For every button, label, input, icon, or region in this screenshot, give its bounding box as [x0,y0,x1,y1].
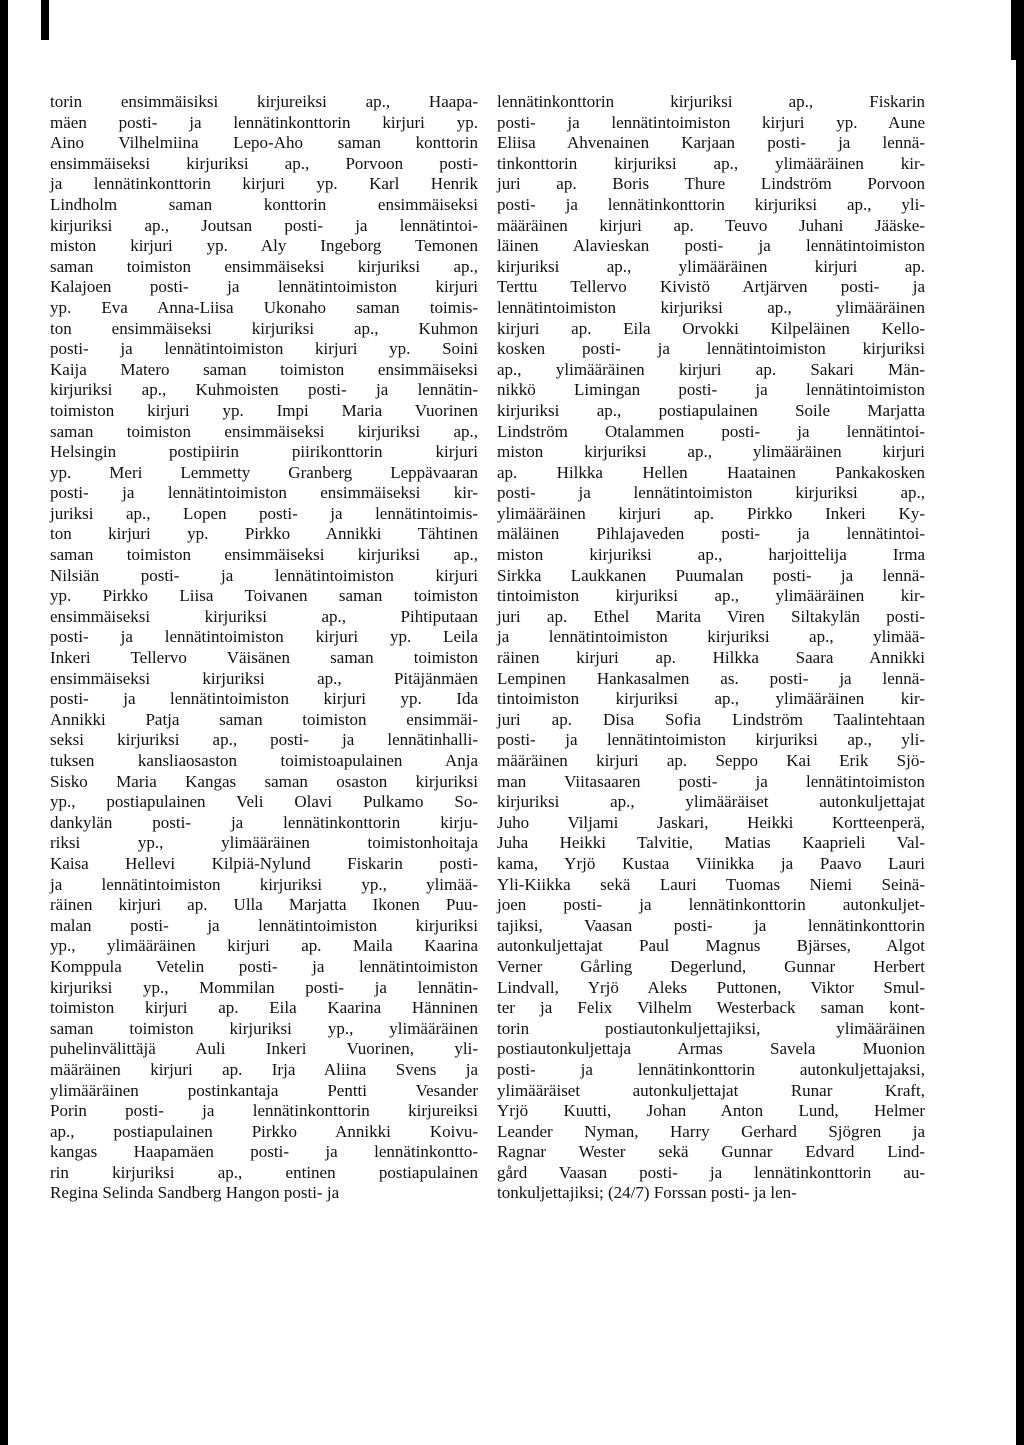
text-line: posti- ja lennätintoimiston kirjuri yp. Soini [50,339,478,359]
text-line: autonkuljettajat Paul Magnus Bjärses, Algot [497,936,925,956]
text-line: kirjuriksi ap., Kuhmoisten posti- ja lennätin- [50,380,478,400]
text-line: yp. Pirkko Liisa Toivanen saman toimiston [50,586,478,606]
text-line: toimiston kirjuri ap. Eila Kaarina Hänninen [50,998,478,1018]
text-line: tinkonttorin kirjuriksi ap., ylimääräinen kir- [497,153,925,173]
text-line: ylimääräiset autonkuljettajat Runar Kraft, [497,1080,925,1100]
text-line: saman toimiston ensimmäiseksi kirjuriksi ap., [50,545,478,565]
text-line: Juha Heikki Talvitie, Matias Kaaprieli Val- [497,833,925,853]
text-line: tintoimiston kirjuriksi ap., ylimääräinen kir- [497,689,925,709]
text-line: Sirkka Laukkanen Puumalan posti- ja lennä- [497,565,925,585]
text-line: nikkö Limingan posti- ja lennätintoimiston [497,380,925,400]
text-line: ensimmäiseksi kirjuriksi ap., Pihtiputaan [50,606,478,626]
text-line: torin ensimmäisiksi kirjureiksi ap., Haapa- [50,92,478,111]
text-line: kirjuriksi ap., Joutsan posti- ja lennätintoi- [50,215,478,235]
text-line: miston kirjuriksi ap., ylimääräinen kirjuri [497,442,925,462]
text-line: ap., ylimääräinen kirjuri ap. Sakari Män- [497,359,925,379]
text-line: mäen posti- ja lennätinkonttorin kirjuri yp. [50,112,478,132]
text-line: tintoimiston kirjuriksi ap., ylimääräinen kir- [497,586,925,606]
text-line: ap. Hilkka Hellen Haatainen Pankakosken [497,462,925,482]
text-line: juri ap. Boris Thure Lindström Porvoon [497,174,925,194]
text-line: Sisko Maria Kangas saman osaston kirjuriksi [50,771,478,791]
text-line: ja lennätintoimiston kirjuriksi ap., ylimää- [497,627,925,647]
text-line: posti- ja lennätintoimiston kirjuri yp. Ida [50,689,478,709]
text-line: kosken posti- ja lennätintoimiston kirjuriksi [497,339,925,359]
text-line: lennätintoimiston kirjuriksi ap., ylimääräinen [497,297,925,317]
text-line: räinen kirjuri ap. Hilkka Saara Annikki [497,648,925,668]
text-line: määräinen kirjuri ap. Seppo Kai Erik Sjö- [497,751,925,770]
text-line: ter ja Felix Vilhelm Westerback saman kont- [497,998,925,1018]
text-line: juri ap. Disa Sofia Lindström Taalintehtaan [497,709,925,729]
text-line: malan posti- ja lennätintoimiston kirjuriksi [50,915,478,935]
text-line: ap., postiapulainen Pirkko Annikki Koivu- [50,1121,478,1141]
text-line: Lempinen Hankasalmen as. posti- ja lennä- [497,668,925,688]
text-line: kirjuriksi ap., ylimääräinen kirjuri ap. [497,256,925,276]
text-line: Leander Nyman, Harry Gerhard Sjögren ja [497,1121,925,1141]
text-line: saman toimiston ensimmäiseksi kirjuriksi ap., [50,256,478,276]
text-line: kangas Haapamäen posti- ja lennätinkontto- [50,1142,478,1162]
text-line: posti- ja lennätintoimiston kirjuriksi ap., yli- [497,730,925,750]
document-page [8,0,1016,1445]
text-line: Yli-Kiikka sekä Lauri Tuomas Niemi Seinä- [497,874,925,894]
text-line: kama, Yrjö Kustaa Viinikka ja Paavo Lauri [497,853,925,873]
text-line: posti- ja lennätintoimiston ensimmäiseksi kir- [50,483,478,503]
text-line: ton ensimmäiseksi kirjuriksi ap., Kuhmon [50,318,478,338]
text-line: posti- ja lennätinkonttorin autonkuljettajaksi, [497,1059,925,1079]
text-line: posti- ja lennätinkonttorin kirjuriksi ap., yli- [497,194,925,214]
text-line: Lindvall, Yrjö Aleks Puttonen, Viktor Smul- [497,977,925,997]
text-line: Verner Gårling Degerlund, Gunnar Herbert [497,956,925,976]
text-line: kirjuriksi yp., Mommilan posti- ja lennätin- [50,977,478,997]
text-line: yp., ylimääräinen kirjuri ap. Maila Kaarina [50,936,478,956]
text-line: Regina Selinda Sandberg Hangon posti- ja [50,1183,340,1203]
text-line: Kalajoen posti- ja lennätintoimiston kirjuri [50,277,478,297]
text-line: juriksi ap., Lopen posti- ja lennätintoimis- [50,503,478,523]
text-line: Lindholm saman konttorin ensimmäiseksi [50,194,478,214]
text-line: räinen kirjuri ap. Ulla Marjatta Ikonen Puu- [50,895,478,915]
text-line: Lindström Otalammen posti- ja lennätintoi- [497,421,925,441]
text-line: läinen Alavieskan posti- ja lennätintoimiston [497,236,925,256]
text-line: man Viitasaaren posti- ja lennätintoimiston [497,771,925,791]
text-line: posti- ja lennätintoimiston kirjuri yp. Aune [497,112,925,132]
text-line: Yrjö Kuutti, Johan Anton Lund, Helmer [497,1101,925,1121]
text-line: gård Vaasan posti- ja lennätinkonttorin au- [497,1162,925,1182]
text-line: Helsingin postipiirin piirikonttorin kirjuri [50,442,478,462]
text-line: torin postiautonkuljettajiksi, ylimääräinen [497,1018,925,1038]
text-line: yp. Eva Anna-Liisa Ukonaho saman toimis- [50,297,478,317]
text-line: puhelinvälittäjä Auli Inkeri Vuorinen, yli- [50,1039,478,1059]
text-line: tajiksi, Vaasan posti- ja lennätinkonttorin [497,915,925,935]
text-line: tuksen kansliaosaston toimistoapulainen Anja [50,751,478,770]
text-line: saman toimiston ensimmäiseksi kirjuriksi ap., [50,421,478,441]
text-line: saman toimiston kirjuriksi yp., ylimääräinen [50,1018,478,1038]
text-line: Annikki Patja saman toimiston ensimmäi- [50,709,478,729]
text-column-right [497,92,925,1204]
text-line: määräinen kirjuri ap. Teuvo Juhani Jääske- [497,215,925,235]
text-line: ensimmäiseksi kirjuriksi ap., Pitäjänmäen [50,668,478,688]
text-line: postiautonkuljettaja Armas Savela Muonion [497,1039,925,1059]
text-line: Kaisa Hellevi Kilpiä-Nylund Fiskarin posti- [50,853,478,873]
text-line: juri ap. Ethel Marita Viren Siltakylän posti- [497,606,925,626]
text-line: tonkuljettajiksi; (24/7) Forssan posti- ja len- [497,1183,797,1203]
text-line: mäläinen Pihlajaveden posti- ja lennätintoi- [497,524,925,544]
text-line: posti- ja lennätintoimiston kirjuriksi ap., [497,483,925,503]
text-line: toimiston kirjuri yp. Impi Maria Vuorinen [50,400,478,420]
text-line: kirjuriksi ap., ylimääräiset autonkuljettajat [497,792,925,812]
scan-edge-mark [41,0,49,40]
text-line: kirjuri ap. Eila Orvokki Kilpeläinen Kello- [497,318,925,338]
text-line: ylimääräinen postinkantaja Pentti Vesander [50,1080,478,1100]
text-line: kirjuriksi ap., postiapulainen Soile Marjatta [497,400,925,420]
text-line: ja lennätintoimiston kirjuriksi yp., ylimää- [50,874,478,894]
text-line: Terttu Tellervo Kivistö Artjärven posti- ja [497,277,925,297]
text-line: Juho Viljami Jaskari, Heikki Kortteenperä, [497,812,925,832]
text-line: riksi yp., ylimääräinen toimistonhoitaja [50,833,478,853]
text-line: ensimmäiseksi kirjuriksi ap., Porvoon posti- [50,153,478,173]
text-line: ton kirjuri yp. Pirkko Annikki Tähtinen [50,524,478,544]
text-line: seksi kirjuriksi ap., posti- ja lennätinhalli- [50,730,478,750]
text-line: miston kirjuri yp. Aly Ingeborg Temonen [50,236,478,256]
scan-edge-mark [1011,0,1016,60]
text-line: Komppula Vetelin posti- ja lennätintoimiston [50,956,478,976]
text-column-left [50,92,478,1204]
text-line: Eliisa Ahvenainen Karjaan posti- ja lennä- [497,133,925,153]
text-line: miston kirjuriksi ap., harjoittelija Irma [497,545,925,565]
text-line: Aino Vilhelmiina Lepo-Aho saman konttorin [50,133,478,153]
text-line: Porin posti- ja lennätinkonttorin kirjureiksi [50,1101,478,1121]
text-line: rin kirjuriksi ap., entinen postiapulainen [50,1162,478,1182]
text-line: dankylän posti- ja lennätinkonttorin kirju- [50,812,478,832]
text-line: Inkeri Tellervo Väisänen saman toimiston [50,648,478,668]
text-line: joen posti- ja lennätinkonttorin autonkuljet- [497,895,925,915]
text-line: Kaija Matero saman toimiston ensimmäiseksi [50,359,478,379]
text-line: ylimääräinen kirjuri ap. Pirkko Inkeri Ky- [497,503,925,523]
text-line: ja lennätinkonttorin kirjuri yp. Karl Henrik [50,174,478,194]
text-line: Nilsiän posti- ja lennätintoimiston kirjuri [50,565,478,585]
text-line: posti- ja lennätintoimiston kirjuri yp. Leila [50,627,478,647]
text-line: yp., postiapulainen Veli Olavi Pulkamo So- [50,792,478,812]
text-line: yp. Meri Lemmetty Granberg Leppävaaran [50,462,478,482]
text-line: Ragnar Wester sekä Gunnar Edvard Lind- [497,1142,925,1162]
text-line: määräinen kirjuri ap. Irja Aliina Svens ja [50,1059,478,1079]
text-line: lennätinkonttorin kirjuriksi ap., Fiskarin [497,92,925,111]
